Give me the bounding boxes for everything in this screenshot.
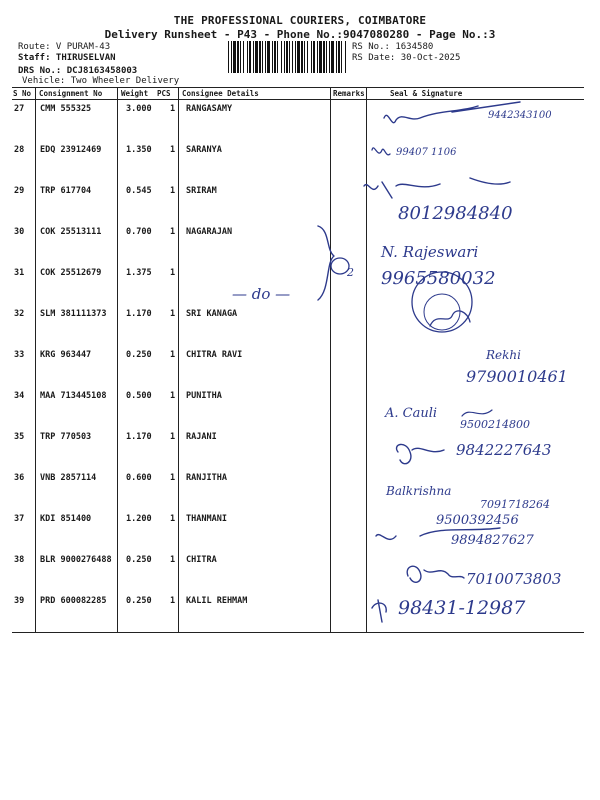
row-weight: 0.250 [126,350,152,360]
signature-stroke [364,178,510,198]
company-title: THE PROFESSIONAL COURIERS, COIMBATORE [173,14,427,27]
row-weight: 1.350 [126,145,152,155]
row-consignment: TRP 617704 [40,186,92,196]
signature-stroke [462,410,492,416]
row-consignee: THANMANI [186,514,227,524]
row-consignee: PUNITHA [186,391,222,401]
row-consignment: EDQ 23912469 [40,145,102,155]
row-sno: 32 [14,309,25,319]
row-pcs: 1 [170,514,176,524]
row-consignee: NAGARAJAN [186,227,233,237]
handwritten-phone: 9500392456 [436,513,519,528]
vehicle-label: Vehicle: Two Wheeler Delivery [22,76,180,86]
row-pcs: 1 [170,145,176,155]
row-consignment: BLR 9000276488 [40,555,112,565]
row-pcs: 1 [170,227,176,237]
row-weight: 0.500 [126,391,152,401]
col-divider [330,87,331,632]
row-consignee: CHITRA [186,555,217,565]
barcode [228,41,346,73]
row-consignment: KDI 851400 [40,514,92,524]
row-consignee: KALIL REHMAM [186,596,248,606]
route-label: Route: V PURAM-43 [18,42,111,52]
row-sno: 36 [14,473,25,483]
table-top-rule [12,87,584,88]
row-weight: 3.000 [126,104,152,114]
handwritten-phone: 9790010461 [466,367,568,386]
col-divider [178,87,179,632]
row-consignee: SARANYA [186,145,222,155]
handwritten-phone: 7010073803 [466,570,562,588]
handwritten-phone: 99407 1106 [396,147,457,158]
row-weight: 0.250 [126,555,152,565]
rs-number: RS No.: 1634580 [352,42,434,52]
handwritten-phone: 98431-12987 [398,597,526,619]
handwritten-phone: 9965580032 [381,268,496,289]
row-consignee: RAJANI [186,432,217,442]
signature-stroke [397,444,444,463]
row-consignment: KRG 963447 [40,350,92,360]
signature-stroke [372,148,390,155]
row-pcs: 1 [170,309,176,319]
row-sno: 35 [14,432,25,442]
row-pcs: 1 [170,186,176,196]
handwritten-name: Balkrishna [386,484,452,498]
row-consignee: CHITRA RAVI [186,350,243,360]
row-sno: 31 [14,268,25,278]
row-pcs: 1 [170,432,176,442]
stamp-ring [424,294,460,330]
row-consignee: SRI KANAGA [186,309,238,319]
row-weight: 1.375 [126,268,152,278]
header-bottom-rule [12,99,584,100]
row-consignment: PRD 600082285 [40,596,107,606]
signature-stroke [407,566,464,582]
col-header-consignee: Consignee Details [182,89,259,98]
row-pcs: 1 [170,391,176,401]
handwritten-phone: 9842227643 [456,441,552,459]
handwritten-count: 2 [347,266,354,279]
row-sno: 30 [14,227,25,237]
row-consignee: SRIRAM [186,186,217,196]
runsheet-subtitle: Delivery Runsheet - P43 - Phone No.:9047080280 - Page No.:3 [104,28,496,41]
rs-date: RS Date: 30-Oct-2025 [352,53,461,63]
ditto-mark: — do — [232,285,291,303]
row-weight: 1.170 [126,432,152,442]
row-weight: 1.200 [126,514,152,524]
row-sno: 37 [14,514,25,524]
row-consignment: SLM 381111373 [40,309,107,319]
col-divider [366,87,367,632]
brace-mark [318,226,334,300]
row-sno: 27 [14,104,25,114]
row-sno: 39 [14,596,25,606]
row-consignment: COK 25513111 [40,227,102,237]
row-pcs: 1 [170,555,176,565]
row-sno: 29 [14,186,25,196]
row-consignee: RANGASAMY [186,104,233,114]
row-consignment: COK 25512679 [40,268,102,278]
row-sno: 34 [14,391,25,401]
row-consignment: CMM 555325 [40,104,92,114]
handwritten-name: A. Cauli [385,406,438,421]
table-bottom-rule [12,632,584,633]
row-sno: 38 [14,555,25,565]
signature-stroke [430,311,470,326]
handwritten-phone: 9500214800 [460,418,530,431]
col-header-consignment: Consignment No [39,89,103,98]
handwritten-phone: 8012984840 [398,203,513,224]
row-weight: 0.600 [126,473,152,483]
row-weight: 1.170 [126,309,152,319]
row-consignment: TRP 770503 [40,432,92,442]
drs-number: DRS No.: DCJ8163458003 [18,66,138,76]
row-pcs: 1 [170,268,176,278]
col-header-seal: Seal & Signature [390,89,463,98]
row-sno: 33 [14,350,25,360]
row-pcs: 1 [170,104,176,114]
handwritten-phone: 9442343100 [488,110,552,121]
staff-label: Staff: THIRUSELVAN [18,53,116,63]
col-header-weight: Weight [121,89,149,98]
col-header-pcs: PCS [157,89,171,98]
row-weight: 0.250 [126,596,152,606]
row-sno: 28 [14,145,25,155]
col-header-sno: S No [13,89,32,98]
handwritten-phone: 7091718264 [480,498,550,511]
row-consignee: RANJITHA [186,473,227,483]
row-pcs: 1 [170,350,176,360]
handwritten-name: N. Rajeswari [381,243,479,261]
handwritten-name: Rekhi [486,348,521,362]
col-divider [117,87,118,632]
row-weight: 0.700 [126,227,152,237]
col-divider [35,87,36,632]
row-pcs: 1 [170,473,176,483]
row-pcs: 1 [170,596,176,606]
handwritten-phone: 9894827627 [451,533,534,548]
row-weight: 0.545 [126,186,152,196]
row-consignment: MAA 713445108 [40,391,107,401]
col-header-remarks: Remarks [333,89,365,98]
signature-stroke [372,600,386,622]
row-consignment: VNB 2857114 [40,473,97,483]
